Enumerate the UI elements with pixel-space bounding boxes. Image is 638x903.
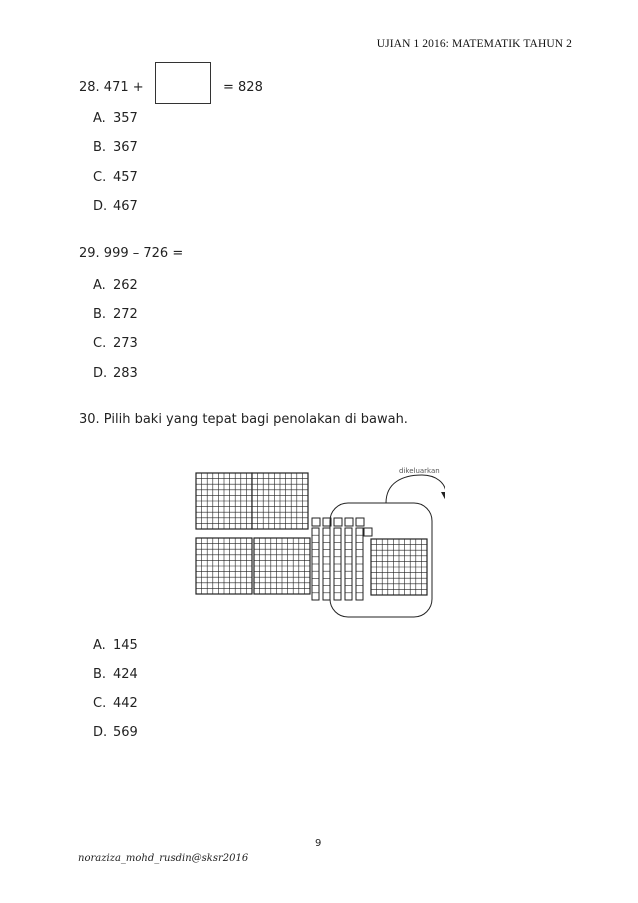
one-cube: [364, 528, 372, 536]
option-29-c[interactable]: C. 273: [93, 336, 138, 351]
hundred-block: [252, 473, 308, 529]
question-28-suffix: = 828: [223, 80, 263, 95]
hundred-block: [196, 473, 252, 529]
question-29-text: 29. 999 – 726 =: [79, 246, 184, 261]
page-header: UJIAN 1 2016: MATEMATIK TAHUN 2: [376, 38, 572, 50]
option-30-d[interactable]: D. 569: [93, 725, 138, 740]
option-28-c[interactable]: C. 457: [93, 170, 138, 185]
option-29-d[interactable]: D. 283: [93, 366, 138, 381]
author-signature: noraziza_mohd_rusdin@sksr2016: [78, 853, 249, 864]
ten-rod: [334, 528, 341, 600]
ten-rod: [356, 528, 363, 600]
option-30-c[interactable]: C. 442: [93, 696, 138, 711]
question-30-text: 30. Pilih baki yang tepat bagi penolakan di bawah.: [79, 412, 408, 427]
question-28-prefix: 28. 471 +: [79, 80, 144, 95]
ten-rod: [345, 528, 352, 600]
hundred-block: [371, 539, 427, 595]
hundred-block: [254, 538, 310, 594]
option-28-d[interactable]: D. 467: [93, 199, 138, 214]
removed-arrow-icon: [386, 475, 445, 503]
answer-box[interactable]: [155, 62, 211, 104]
option-29-a[interactable]: A. 262: [93, 278, 138, 293]
base-ten-blocks-figure: [190, 466, 445, 622]
ten-rod: [323, 528, 330, 600]
page-number: 9: [315, 838, 322, 849]
ten-rod: [312, 528, 319, 600]
one-cube: [312, 518, 320, 526]
arrow-head-icon: [441, 492, 445, 501]
one-cube: [356, 518, 364, 526]
option-29-b[interactable]: B. 272: [93, 307, 138, 322]
option-30-a[interactable]: A. 145: [93, 638, 138, 653]
figure-label: dikeluarkan: [399, 466, 440, 475]
tens-rods: [312, 528, 363, 600]
option-28-a[interactable]: A. 357: [93, 111, 138, 126]
option-28-b[interactable]: B. 367: [93, 140, 138, 155]
one-cube: [345, 518, 353, 526]
hundred-block: [196, 538, 252, 594]
one-cube: [334, 518, 342, 526]
option-30-b[interactable]: B. 424: [93, 667, 138, 682]
